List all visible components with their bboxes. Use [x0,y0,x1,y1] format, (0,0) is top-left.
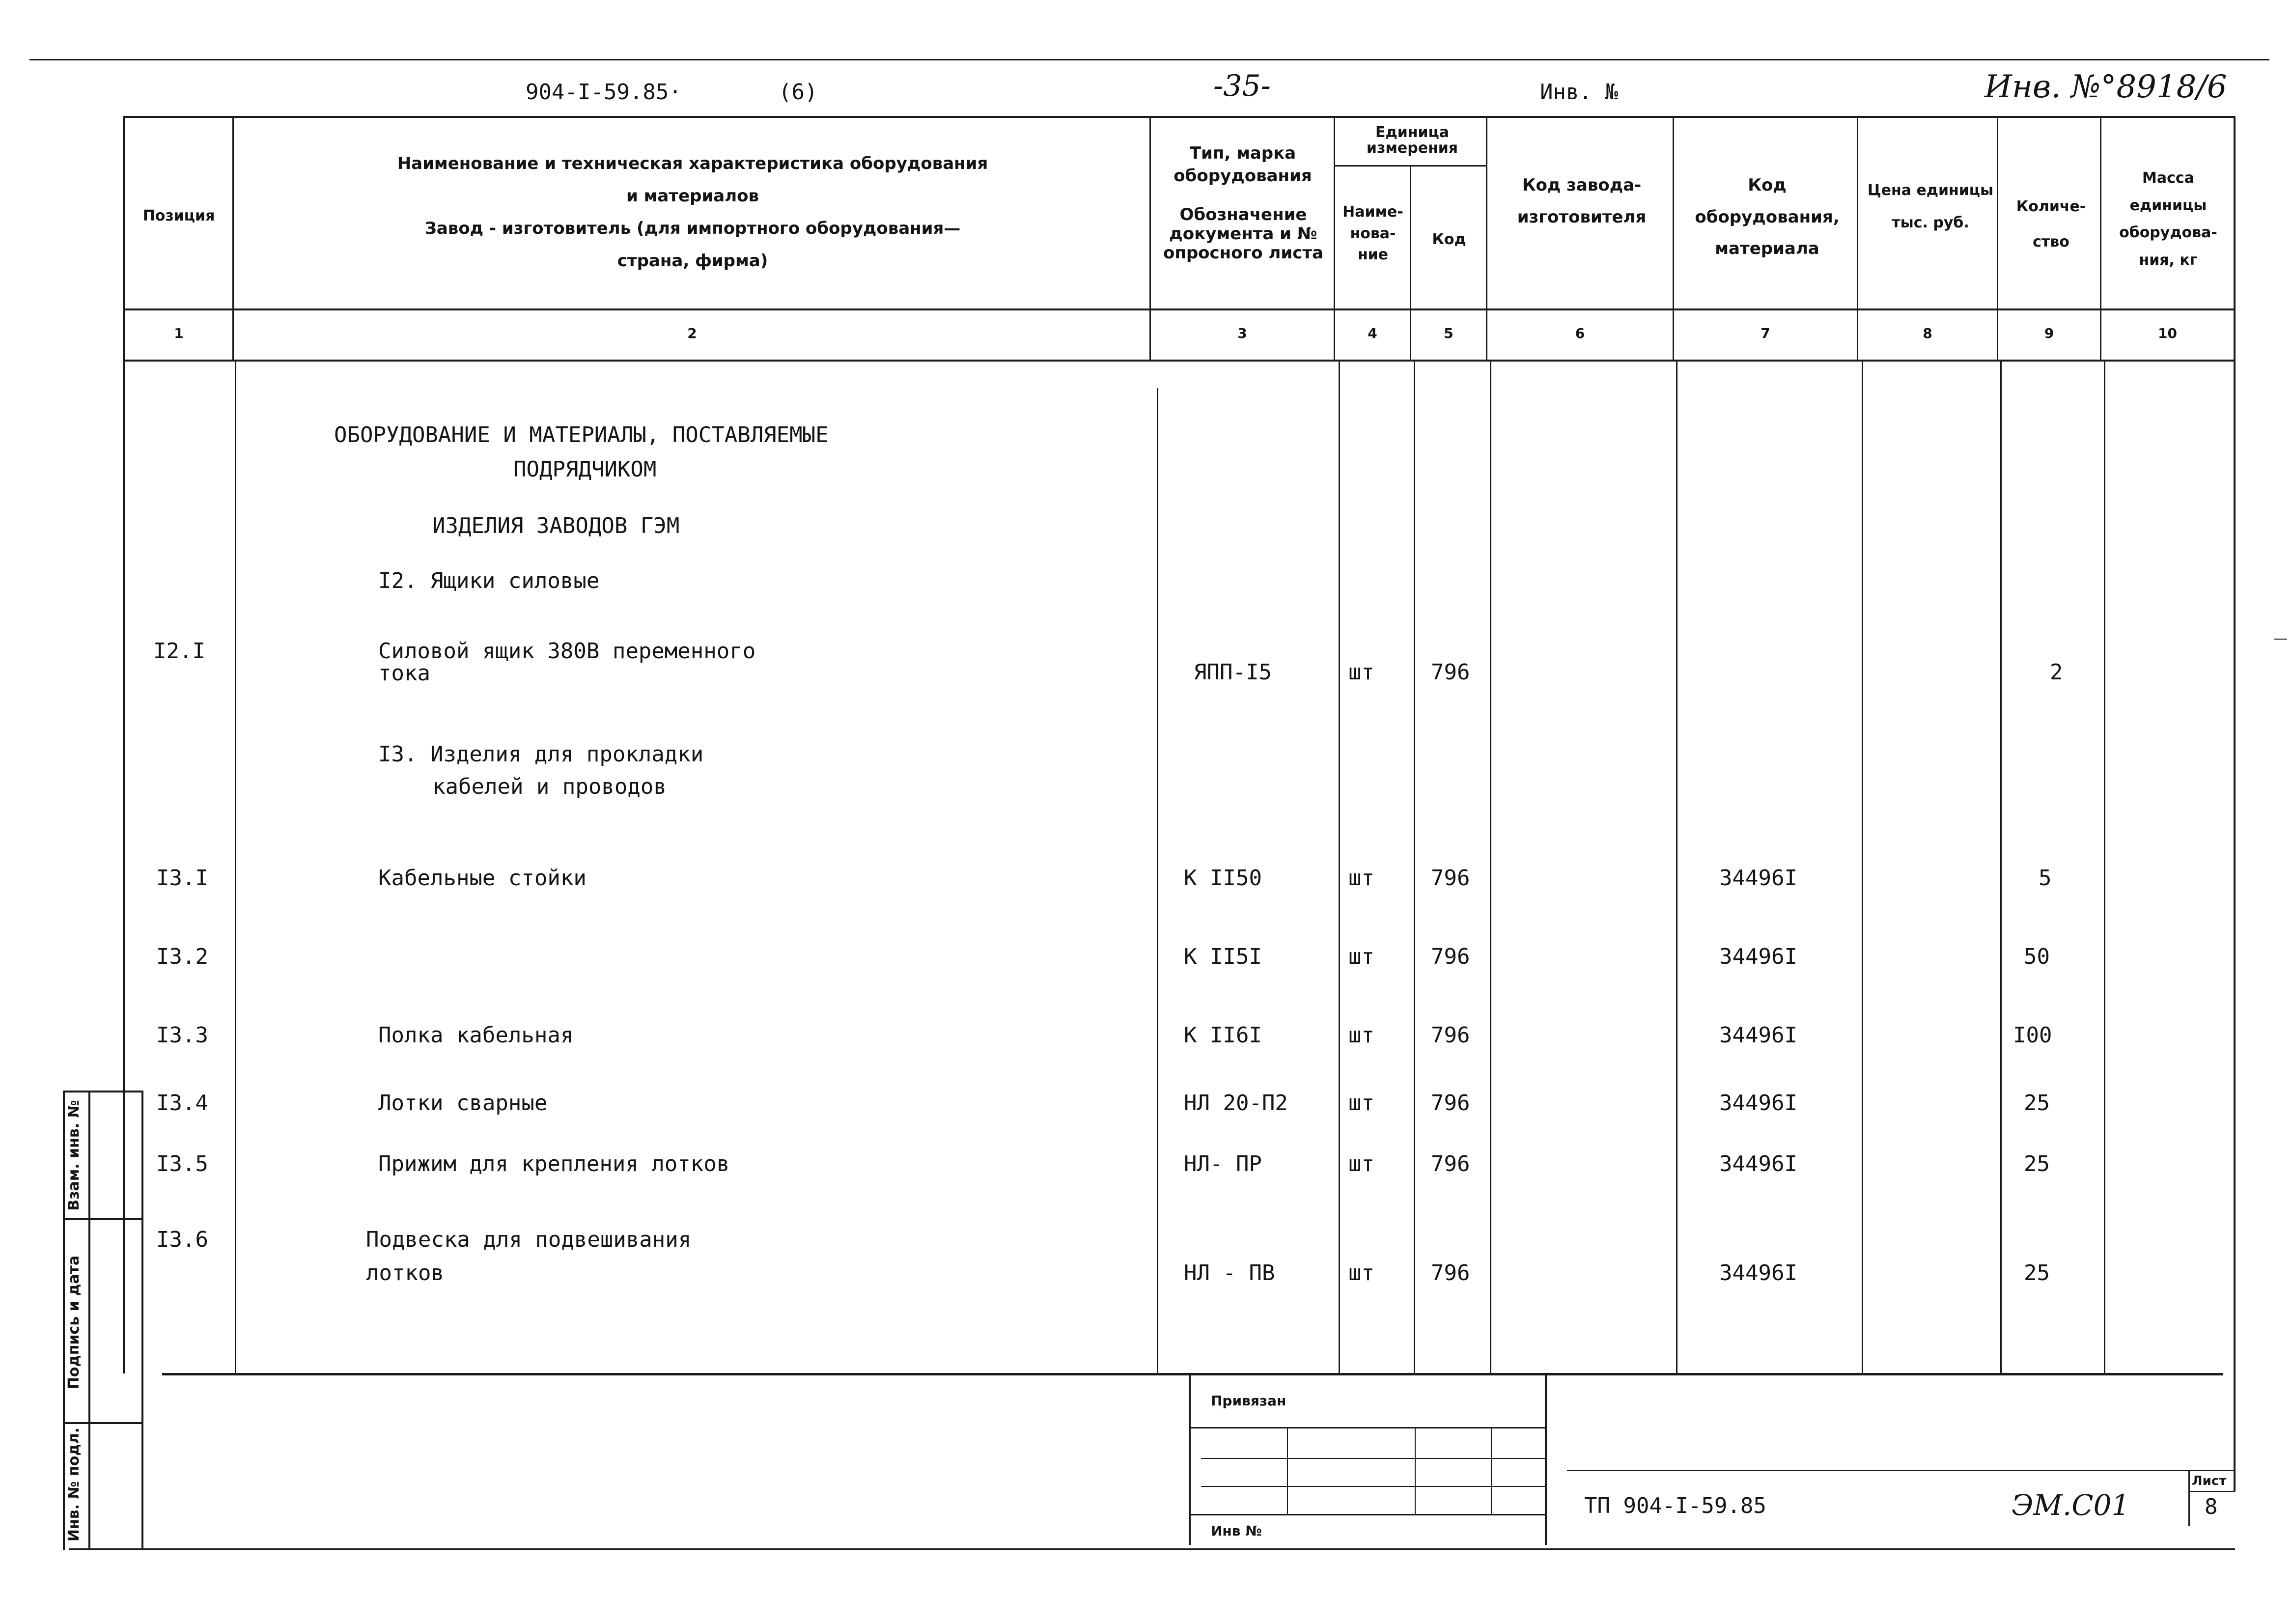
top-rule [29,59,2269,60]
row-5-unit: шт [1348,1091,1374,1116]
row-2-type: К II50 [1184,866,1262,891]
side-stamp-right [141,1091,143,1550]
body-sep-5 [1490,362,1491,1373]
row-2-position: I3.I [156,866,208,891]
stamp-rule-2 [1201,1458,1545,1459]
section-heading-line1: ОБОРУДОВАНИЕ И МАТЕРИАЛЫ, ПОСТАВЛЯЕМЫЕ [334,422,829,448]
col-sep-5 [1486,116,1487,362]
row-2-material-code: 34496I [1719,866,1797,891]
body-sep-6 [1676,362,1677,1373]
row-4-name: Полка кабельная [378,1023,574,1048]
side-inv-podl: Инв. № подл. [65,1427,83,1542]
header-name-line2: и материалов [626,186,759,206]
group-13-heading-line1: I3. Изделия для прокладки [378,742,704,767]
header-quantity: Количе-ство [2016,198,2086,251]
stamp-sep-3 [1491,1427,1492,1515]
row-1-position: I2.I [153,639,205,664]
row-4-position: I3.3 [156,1023,208,1048]
col-sep-7 [1857,116,1858,362]
header-type: Тип, марка оборудования [1174,143,1312,186]
row-4-qty: I00 [2013,1023,2052,1048]
body-sep-1 [235,362,236,1373]
side-stamp-top [63,1091,142,1092]
header-position: Позиция [142,207,215,224]
row-1-name: Силовой ящик 380В переменного [378,639,756,664]
col-number-9: 9 [2044,325,2054,341]
table-top-border [123,116,2235,118]
row-1-qty: 2 [2050,660,2063,685]
header-name-line3: Завод - изготовитель (для импортного оборудования— [424,219,961,238]
doc-code: 904-I-59.85· [526,80,682,105]
header-unit-group: Единица измерения [1366,124,1458,157]
titleblock-top [1567,1470,2235,1471]
side-stamp-inner [88,1091,90,1550]
row-3-position: I3.2 [156,944,208,969]
header-name-line1: Наименование и техническая характеристика оборудования [397,154,988,173]
row-5-material-code: 34496I [1719,1091,1797,1116]
row-1-name-cont: тока [378,661,430,686]
row-7-unit: шт [1348,1260,1374,1286]
col-number-6: 6 [1575,325,1585,341]
col-number-8: 8 [1923,325,1932,341]
row-7-qty: 25 [2024,1260,2050,1286]
col-sep-2 [1149,116,1151,362]
row-6-material-code: 34496I [1719,1151,1797,1176]
list-box-divider [2188,1491,2235,1492]
scan-edge-mark [2274,639,2289,640]
row-2-name: Кабельные стойки [378,866,587,891]
row-3-type: К II5I [1184,944,1262,969]
col-number-1: 1 [174,325,184,341]
row-5-qty: 25 [2024,1091,2050,1116]
table-right-border [2234,116,2236,1491]
row-4-type: К II6I [1184,1023,1262,1048]
header-name-line4: страна, фирма) [617,251,768,271]
row-1-code: 796 [1431,660,1470,685]
body-sep-3 [1339,362,1340,1373]
row-3-qty: 50 [2024,944,2050,969]
col-sep-1 [232,116,234,362]
col-number-3: 3 [1237,325,1247,341]
body-sep-9 [2104,362,2105,1373]
row-7-position: I3.6 [156,1227,208,1252]
inv-label: Инв. № [1540,80,1618,105]
row-6-code: 796 [1431,1151,1470,1176]
row-2-unit: шт [1348,866,1374,891]
stamp-inv-no: Инв № [1211,1523,1262,1539]
row-6-name: Прижим для крепления лотков [378,1151,730,1176]
stamp-sep-2 [1415,1427,1416,1515]
row-7-type: НЛ - ПВ [1184,1260,1275,1286]
header-unit-name: Наиме-нова-ние [1342,203,1403,263]
row-7-name: Подвеска для подвешивания [366,1227,692,1252]
col-sep-9 [2100,116,2101,362]
side-stamp-outer [63,1091,65,1550]
body-sep-7 [1862,362,1863,1373]
header-document: Обозначение документа и № опросного листа [1163,205,1324,263]
tp-code: ТП 904-I-59.85 [1584,1493,1766,1518]
stamp-right-border [1545,1375,1547,1545]
row-2-qty: 5 [2039,866,2052,891]
section-heading-line2: ПОДРЯДЧИКОМ [513,457,657,482]
row-6-type: НЛ- ПР [1184,1151,1262,1176]
section-subheading: ИЗДЕЛИЯ ЗАВОДОВ ГЭМ [432,513,680,538]
row-4-unit: шт [1348,1023,1374,1048]
table-left-border [123,116,125,1373]
header-name [236,147,1149,277]
row-5-code: 796 [1431,1091,1470,1116]
col-sep-6 [1673,116,1674,362]
table-bottom-rule [162,1373,2223,1375]
col-sep-8 [1997,116,1998,362]
row-2-code: 796 [1431,866,1470,891]
row-6-unit: шт [1348,1151,1374,1176]
page-number: -35- [1213,69,1271,103]
row-5-type: НЛ 20-П2 [1184,1091,1288,1116]
side-vzam-inv: Взам. инв. № [65,1100,83,1211]
stamp-rule-3 [1201,1486,1545,1487]
col-number-10: 10 [2158,325,2177,341]
col-sep-3 [1334,116,1335,362]
page-bottom-rule [69,1548,2235,1550]
colnum-bottom-border [123,360,2235,362]
handwritten-inventory-number: Инв. №°8918/6 [1985,69,2227,105]
body-sep-4 [1414,362,1415,1373]
row-7-code: 796 [1431,1260,1470,1286]
row-5-name: Лотки сварные [378,1091,548,1116]
list-box-left [2188,1470,2190,1526]
row-3-material-code: 34496I [1719,944,1797,969]
row-6-position: I3.5 [156,1151,208,1176]
stamp-left-border [1189,1375,1191,1545]
list-label: Лист [2192,1474,2227,1488]
row-4-code: 796 [1431,1023,1470,1048]
side-podpis-data: Подпись и дата [65,1255,83,1390]
row-3-code: 796 [1431,944,1470,969]
header-price: Цена единицы тыс. руб. [1867,182,1994,231]
row-3-unit: шт [1348,944,1374,969]
row-5-position: I3.4 [156,1091,208,1116]
row-7-name-cont: лотков [366,1260,444,1286]
stamp-privyazan: Привязан [1211,1393,1286,1409]
group-12-heading: I2. Ящики силовые [378,568,600,593]
header-manufacturer-code: Код завода-изготовителя [1517,175,1647,227]
unit-group-divider [1334,165,1487,167]
header-mass: Масса единицы оборудова-ния, кг [2119,169,2217,269]
body-sep-8 [2000,362,2002,1373]
header-unit-code: Код [1432,231,1466,248]
sheet-code: ЭМ.С01 [2012,1488,2130,1522]
row-1-type: ЯПП-I5 [1194,660,1272,685]
col-number-5: 5 [1444,325,1453,341]
col-number-7: 7 [1761,325,1770,341]
side-stamp-div-1 [63,1218,142,1220]
header-bottom-border [123,308,2235,310]
list-number: 8 [2205,1494,2218,1519]
stamp-sep-1 [1287,1427,1288,1515]
body-sep-2 [1157,388,1158,1373]
header-material-code: Код оборудования, материала [1695,175,1840,259]
col-number-2: 2 [687,325,697,341]
row-4-material-code: 34496I [1719,1023,1797,1048]
col-number-4: 4 [1368,325,1377,341]
row-1-unit: шт [1348,660,1374,685]
album-number: (6) [779,80,818,105]
row-6-qty: 25 [2024,1151,2050,1176]
group-13-heading-line2: кабелей и проводов [432,774,667,799]
row-7-material-code: 34496I [1719,1260,1797,1286]
